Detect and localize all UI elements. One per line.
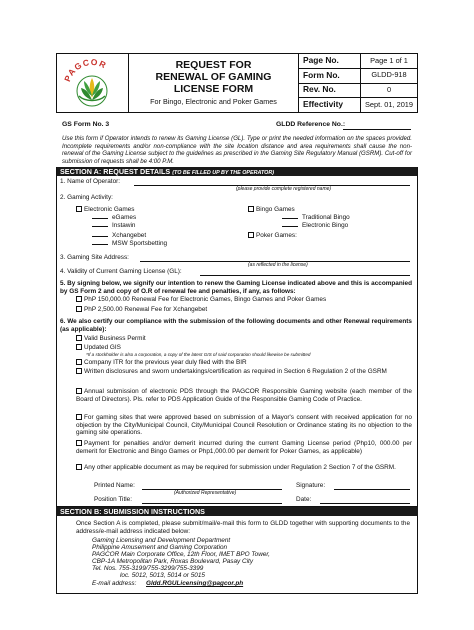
fee1-option[interactable]: PhP 150,000.00 Renewal Fee for Electronic Games, Bingo Games and Poker Games <box>76 296 326 304</box>
date-label: Date: <box>296 496 312 503</box>
bingo-games-checkbox[interactable] <box>248 206 254 212</box>
license-validity-field[interactable] <box>200 275 410 276</box>
q2-label: 2. Gaming Activity: <box>60 194 113 201</box>
submission-intro: Once Section A is completed, please submit/mail/e-mail this form to GLDD together with supporting documents to the address/e-mail address indicated below: <box>76 520 410 535</box>
section-b-header: SECTION B: SUBMISSION INSTRUCTIONS <box>56 507 418 516</box>
instawin-option[interactable]: Instawin <box>92 222 135 230</box>
printed-name-label: Printed Name: <box>94 482 135 489</box>
mayors-consent-checkbox[interactable] <box>76 414 82 420</box>
reference-label: GLDD Reference No.: <box>276 121 346 128</box>
poker-games-checkbox[interactable] <box>248 232 254 238</box>
address-line6: loc. 5012, 5013, 5014 or 5015 <box>120 572 205 579</box>
authorized-rep-hint: (Authorized Representative) <box>174 490 237 496</box>
email-link[interactable]: GIdd.RGULicensing@pagcor.ph <box>146 580 244 587</box>
pagcor-logo-icon <box>57 54 127 112</box>
form-meta-table <box>299 54 417 112</box>
q5-text: 5. By signing below, we signify our intention to renew the Gaming License indicated above and this is accompanied by GS Form 2 and copy of O.R of renewal fee and penalties, if any, as follows: <box>60 280 412 295</box>
address-line2: Philippine Amusement and Gaming Corporation <box>92 544 228 551</box>
electronic-pds-checkbox[interactable] <box>76 388 82 394</box>
q6-text: 6. We also certify our compliance with the submission of the following documents and other Renewal requirements (as applicable): <box>60 318 412 333</box>
q3-label: 3. Gaming Site Address: <box>60 254 129 261</box>
req-penalties-payment[interactable]: Payment for penalties and/or demerit incurred during the current Gaming License period (Php10, 000.00 per demerit for Electronic and Bingo Games or Php1,000.00 per demerit for Poker Games, as applicable) <box>76 440 412 455</box>
bingo-games-option[interactable]: Bingo Games <box>248 206 295 214</box>
written-disclosures-checkbox[interactable] <box>76 368 82 374</box>
gs-form-number: GS Form No. 3 <box>62 121 110 128</box>
q3-hint: (as reflected in the license) <box>248 262 308 268</box>
penalties-checkbox[interactable] <box>76 440 82 446</box>
signature-field[interactable] <box>334 489 410 490</box>
address-line1: Gaming Licensing and Development Department <box>92 537 231 544</box>
req-updated-gis[interactable]: Updated GIS <box>76 344 121 352</box>
egames-option[interactable]: eGames <box>92 214 136 222</box>
req-electronic-pds[interactable]: Annual submission of electronic PDS through the PAGCOR Responsible Gaming website (each member of the Board of Directors). Pls. refer to PDS Application Guide of the Responsible Gaming Code of Practice. <box>76 388 412 403</box>
instructions-text: Use this form if Operator intends to renew its Gaming License (GL). Type or print the needed information on the spaces provided. Incomplete requirements and/or non-compliance with the site location distance and area requirements shall cause the non-renewal of the Gaming License subject to the guidelines as prescribed in the Gaming Site Regulatory Manual (GSRM). Cut-off for submission of requests shall be 4:00 P.M. <box>62 135 412 165</box>
electronic-games-checkbox[interactable] <box>76 206 82 212</box>
form-title-line2: RENEWAL OF GAMING <box>155 70 272 83</box>
section-a-header: SECTION A: REQUEST DETAILS (TO BE FILLED UP BY THE OPERATOR) <box>56 167 418 176</box>
req-other-documents[interactable]: Any other applicable document as may be required for submission under Regulation 2 Section 7 of the GSRM. <box>76 464 412 472</box>
poker-games-option[interactable]: Poker Games: <box>248 232 297 240</box>
fee2-checkbox[interactable] <box>76 306 82 312</box>
msw-option[interactable]: MSW Sportsbetting <box>92 240 167 248</box>
other-documents-checkbox[interactable] <box>76 464 82 470</box>
gis-note: *If a stockholder is also a corporation, a copy of the latest GIS of said corporation should likewise be submitted <box>86 352 311 357</box>
form-title-line1: REQUEST FOR <box>175 59 252 71</box>
electronic-bingo-option[interactable]: Electronic Bingo <box>282 222 348 230</box>
req-company-itr[interactable]: Company ITR for the previous year duly filed with the BIR <box>76 359 247 367</box>
address-line3: PAGCOR Main Corporate Office, 12th Floor, IMET BPO Tower, <box>92 551 270 558</box>
pagcor-logo <box>57 54 129 112</box>
meta-row-form: Form No. GLDD-918 <box>299 69 417 84</box>
position-title-field[interactable] <box>142 503 282 504</box>
q1-label: 1. Name of Operator: <box>60 178 121 185</box>
address-line4: CBP-1A Metropolitan Park, Roxas Boulevard, Pasay City <box>92 558 254 565</box>
fee2-option[interactable]: PhP 2,500.00 Renewal Fee for Xchangebet <box>76 306 207 314</box>
form-header <box>56 53 418 113</box>
fee1-checkbox[interactable] <box>76 296 82 302</box>
req-business-permit[interactable]: Valid Business Permit <box>76 335 146 343</box>
form-title-line3: LICENSE FORM <box>173 82 254 95</box>
meta-row-rev: Rev. No. 0 <box>299 84 417 99</box>
xchangebet-option[interactable]: Xchangebet <box>92 232 146 240</box>
email-label: E-mail address: <box>92 580 137 587</box>
business-permit-checkbox[interactable] <box>76 335 82 341</box>
company-itr-checkbox[interactable] <box>76 359 82 365</box>
meta-row-effectivity: Effectivity Sept. 01, 2019 <box>299 98 417 112</box>
q4-label: 4. Validity of Current Gaming License (GL): <box>60 268 182 275</box>
address-line5: Tel. Nos. 755-3199/755-3299/755-3399 <box>92 565 204 572</box>
req-written-disclosures[interactable]: Written disclosures and sworn undertakings/certification as required in Section 6 Regulation 2 of the GSRM <box>76 368 412 376</box>
reference-number-field[interactable] <box>343 129 411 130</box>
svg-text:PAGCOR: PAGCOR <box>62 56 109 83</box>
position-title-label: Position Title: <box>94 496 133 503</box>
form-subtitle: For Bingo, Electronic and Poker Games <box>150 97 277 107</box>
req-mayors-consent[interactable]: For gaming sites that were approved based on submission of a Mayor's consent with received application for no objection by the City/Municipal Council, City/Municipal Council Resolution or Ordinance stating its no objection to the gaming site operations. <box>76 414 412 437</box>
q1-hint: (please provide complete registered name) <box>236 186 332 192</box>
meta-row-page: Page No. Page 1 of 1 <box>299 54 417 69</box>
date-field[interactable] <box>320 503 410 504</box>
updated-gis-checkbox[interactable] <box>76 344 82 350</box>
form-title-block <box>129 54 299 112</box>
signature-label: Signature: <box>296 482 326 489</box>
electronic-games-option[interactable]: Electronic Games <box>76 206 134 214</box>
traditional-bingo-option[interactable]: Traditional Bingo <box>282 214 350 222</box>
